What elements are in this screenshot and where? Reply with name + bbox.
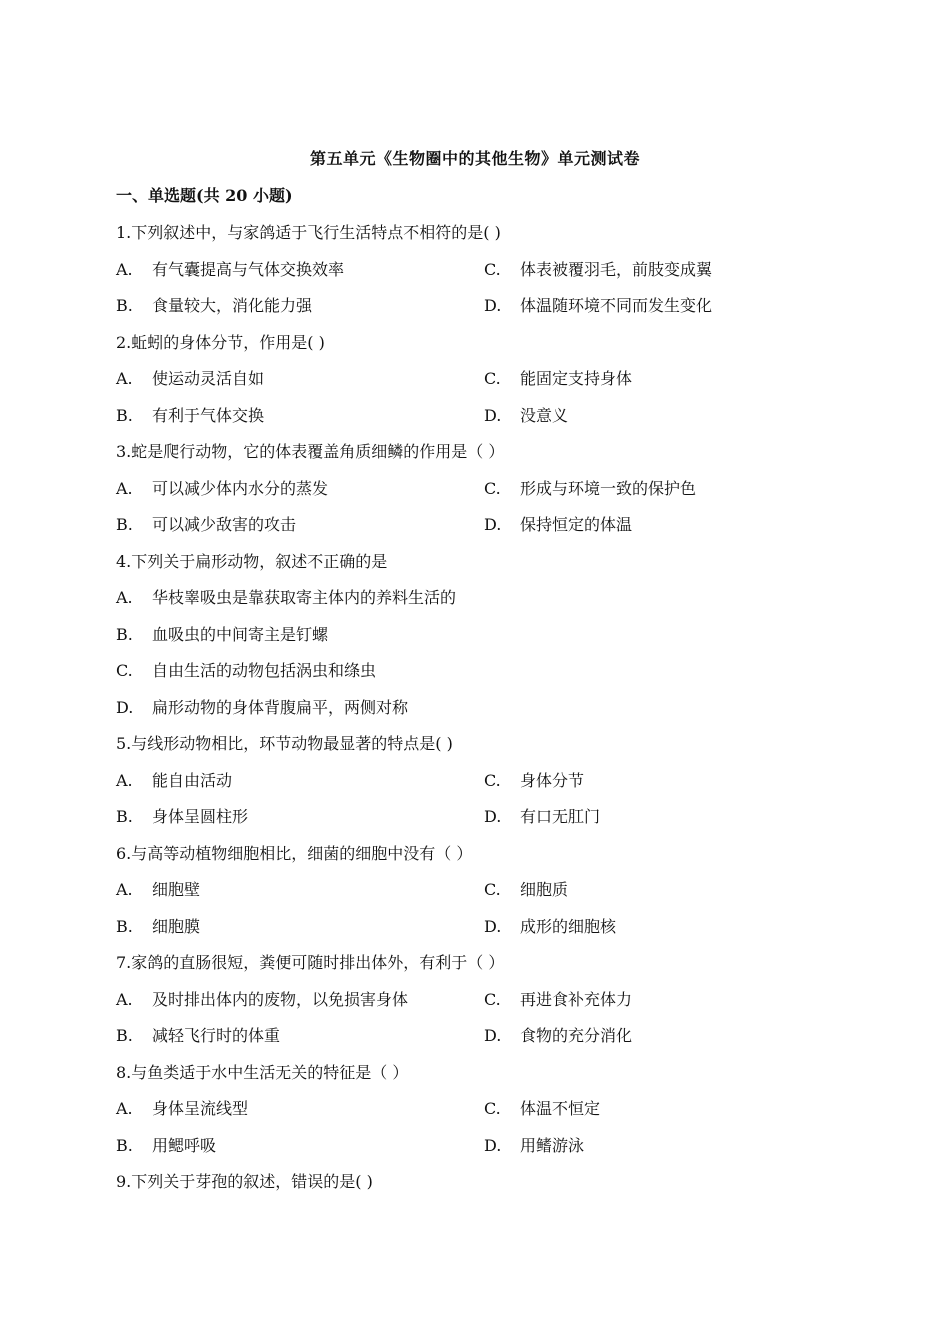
option-d: D. 体温随环境不同而发生变化: [484, 296, 713, 315]
question-stem: 7.家鸽的直肠很短，粪便可随时排出体外，有利于（ ）: [116, 953, 505, 972]
option-c: C. 身体分节: [484, 771, 585, 790]
option-c: C. 体表被覆羽毛，前肢变成翼: [484, 260, 713, 279]
option-b: B. 身体呈圆柱形: [116, 807, 249, 826]
option-c: C. 再进食补充体力: [484, 990, 633, 1009]
option-b: B. 血吸虫的中间寄主是钉螺: [116, 625, 329, 644]
option-d: D. 扁形动物的身体背腹扁平，两侧对称: [116, 698, 409, 717]
option-d: D. 成形的细胞核: [484, 917, 617, 936]
question-stem: 4.下列关于扁形动物，叙述不正确的是: [116, 552, 388, 571]
option-b: B. 食量较大，消化能力强: [116, 296, 313, 315]
question-stem: 2.蚯蚓的身体分节，作用是( ): [116, 333, 325, 352]
option-c: C. 形成与环境一致的保护色: [484, 479, 697, 498]
option-a: A. 有气囊提高与气体交换效率: [116, 260, 345, 279]
option-a: A. 可以减少体内水分的蒸发: [116, 479, 329, 498]
option-c: C. 体温不恒定: [484, 1099, 601, 1118]
option-d: D. 用鳍游泳: [484, 1136, 585, 1155]
question-stem: 8.与鱼类适于水中生活无关的特征是（ ）: [116, 1063, 409, 1082]
option-b: B. 用鳃呼吸: [116, 1136, 217, 1155]
option-c: C. 细胞质: [484, 880, 569, 899]
option-d: D. 保持恒定的体温: [484, 515, 633, 534]
option-a: A. 细胞壁: [116, 880, 201, 899]
option-c: C. 自由生活的动物包括涡虫和绦虫: [116, 661, 377, 680]
option-b: B. 可以减少敌害的攻击: [116, 515, 297, 534]
option-d: D. 食物的充分消化: [484, 1026, 633, 1045]
option-a: A. 华枝睾吸虫是靠获取寄主体内的养料生活的: [116, 588, 457, 607]
section-heading: 一、单选题(共 20 小题): [116, 186, 293, 205]
question-stem: 1.下列叙述中，与家鸽适于飞行生活特点不相符的是( ): [116, 223, 501, 242]
option-d: D. 有口无肛门: [484, 807, 601, 826]
option-c: C. 能固定支持身体: [484, 369, 633, 388]
question-stem: 3.蛇是爬行动物，它的体表覆盖角质细鳞的作用是（ ）: [116, 442, 505, 461]
question-stem: 6.与高等动植物细胞相比，细菌的细胞中没有（ ）: [116, 844, 473, 863]
question-stem: 9.下列关于芽孢的叙述，错误的是( ): [116, 1172, 373, 1191]
page-title: 第五单元《生物圈中的其他生物》单元测试卷: [309, 149, 640, 168]
option-b: B. 有利于气体交换: [116, 406, 265, 425]
option-b: B. 细胞膜: [116, 917, 201, 936]
option-a: A. 及时排出体内的废物，以免损害身体: [116, 990, 409, 1009]
option-d: D. 没意义: [484, 406, 569, 425]
option-a: A. 使运动灵活自如: [116, 369, 265, 388]
question-stem: 5.与线形动物相比，环节动物最显著的特点是( ): [116, 734, 453, 753]
option-b: B. 减轻飞行时的体重: [116, 1026, 281, 1045]
option-a: A. 能自由活动: [116, 771, 233, 790]
option-a: A. 身体呈流线型: [116, 1099, 249, 1118]
